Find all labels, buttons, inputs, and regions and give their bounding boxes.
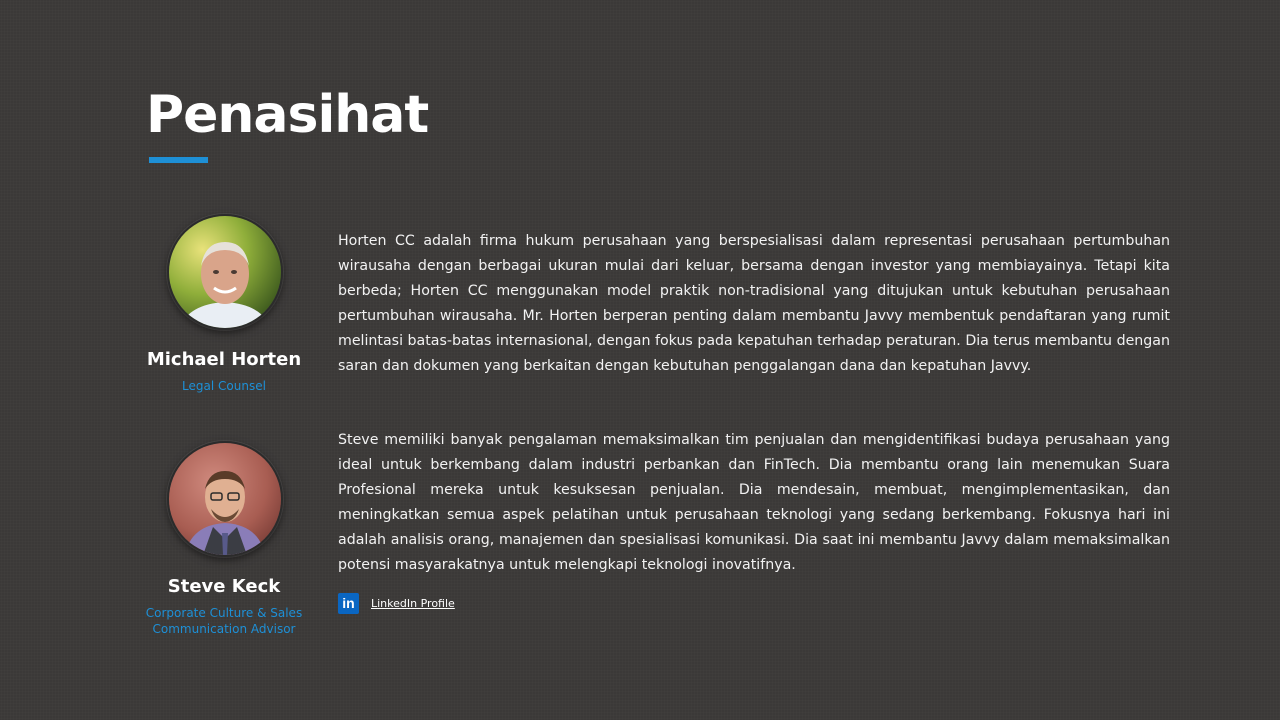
linkedin-profile-label[interactable]: LinkedIn Profile bbox=[371, 597, 455, 610]
avatar-steve-keck bbox=[167, 441, 283, 557]
advisor-name: Steve Keck bbox=[167, 576, 281, 597]
title-underline bbox=[149, 157, 208, 163]
advisor-bio: Horten CC adalah firma hukum perusahaan yang berspesialisasi dalam representasi perusahaan pertumbuhan wirausaha dengan berbagai ukuran mulai dari keluar, bersama dengan investor yang membiayainya. Tetapi kita berbeda; Horten CC menggunakan model praktik non-tradisional yang ditujukan untuk kebutuhan perusahaan pertumbuhan wirausaha. Mr. Horten berperan penting dalam membantu Javvy membentuk pendaftaran yang rumit melintasi batas-batas internasional, dengan fokus pada kepatuhan terhadap peraturan. Dia terus membantu dengan saran dan dokumen yang berkaitan dengan kebutuhan penggalangan dana dan kepatuhan Javvy. bbox=[338, 233, 1170, 374]
page-title: Penasihat bbox=[146, 85, 429, 145]
linkedin-profile-link[interactable] bbox=[338, 593, 455, 614]
avatar-michael-horten bbox=[167, 214, 283, 330]
advisor-role: Legal Counsel bbox=[182, 379, 266, 393]
advisor-name: Michael Horten bbox=[146, 349, 302, 370]
advisor-bio: Steve memiliki banyak pengalaman memaksimalkan tim penjualan dan mengidentifikasi budaya perusahaan yang ideal untuk berkembang dalam industri perbankan dan FinTech. Dia membantu orang lain menemukan Suara Profesional mereka untuk kesuksesan penjualan. Dia mendesain, membuat, mengimplementasikan, dan meningkatkan semua aspek pelatihan untuk perusahaan teknologi yang sedang berkembang. Fokusnya hari ini adalah analisis orang, manajemen dan spesialisasi komunikasi. Dia saat ini membantu Javvy dalam memaksimalkan potensi masyarakatnya untuk melengkapi teknologi inovatifnya. bbox=[338, 432, 1170, 573]
advisor-role-line2: Communication Advisor bbox=[152, 622, 296, 636]
linkedin-icon[interactable]: in bbox=[338, 593, 359, 614]
advisor-role-line1: Corporate Culture & Sales bbox=[145, 606, 303, 620]
